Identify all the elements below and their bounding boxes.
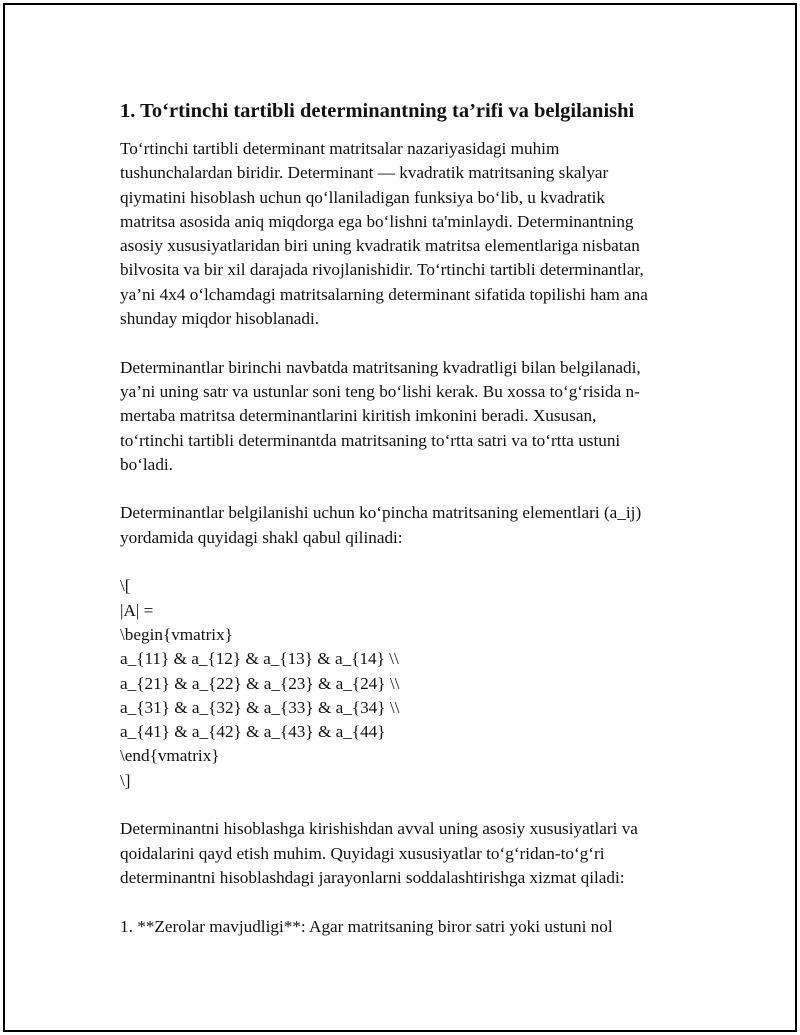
- text-line: shunday miqdor hisoblanadi.: [120, 309, 320, 329]
- text-line: yordamida quyidagi shakl qabul qilinadi:: [120, 527, 403, 547]
- text-line: ya’ni 4x4 o‘lchamdagi matritsalarning determinant sifatida topilishi ham ana: [120, 284, 648, 304]
- text-line: ya’ni uning satr va ustunlar soni teng bo‘lishi kerak. Bu xossa to‘g‘risida n-: [120, 381, 640, 401]
- formula-line: \]: [120, 770, 131, 790]
- formula-line: a_{21} & a_{22} & a_{23} & a_{24} \\: [120, 673, 400, 693]
- text-line: matritsa asosida aniq miqdorga ega bo‘lishni ta'minlaydi. Determinantning: [120, 211, 634, 231]
- formula-line: \[: [120, 576, 131, 596]
- section-heading: 1. To‘rtinchi tartibli determinantning ta’rifi va belgilanishi: [120, 100, 635, 122]
- text-line: Determinantlar birinchi navbatda matritsaning kvadratligi bilan belgilanadi,: [120, 357, 641, 377]
- paragraph-intro: [120, 137, 695, 331]
- text-line: bo‘ladi.: [120, 454, 173, 474]
- latex-formula-block: [120, 574, 695, 793]
- text-line: qiymatini hisoblash uchun qo‘llaniladigan funksiya bo‘lib, u kvadratik: [120, 187, 605, 207]
- text-line: Determinantni hisoblashga kirishishdan avval uning asosiy xususiyatlari va: [120, 819, 638, 839]
- text-line: To‘rtinchi tartibli determinant matritsalar nazariyasidagi muhim: [120, 139, 560, 158]
- formula-line: a_{31} & a_{32} & a_{33} & a_{34} \\: [120, 697, 400, 717]
- formula-line: a_{41} & a_{42} & a_{43} & a_{44}: [120, 722, 386, 742]
- formula-line: |A| =: [120, 600, 154, 620]
- text-line: mertaba matritsa determinantlarini kiritish imkonini beradi. Xususan,: [120, 406, 597, 426]
- text-line: Determinantlar belgilanishi uchun ko‘pincha matritsaning elementlari (a_ij): [120, 503, 642, 523]
- formula-line: \begin{vmatrix}: [120, 624, 233, 644]
- paragraph-notation: [120, 501, 695, 550]
- formula-line: \end{vmatrix}: [120, 746, 220, 766]
- document-body: [120, 93, 695, 963]
- text-line: to‘rtinchi tartibli determinantda matritsaning to‘rtta satri va to‘rtta ustuni: [120, 430, 621, 450]
- text-line: 1. **Zerolar mavjudligi**: Agar matritsaning biror satri yoki ustuni nol: [120, 916, 613, 936]
- text-line: determinantni hisoblashdagi jarayonlarni soddalashtirishga xizmat qiladi:: [120, 867, 625, 887]
- text-line: qoidalarini qayd etish muhim. Quyidagi xususiyatlar to‘g‘ridan-to‘g‘ri: [120, 843, 605, 863]
- list-item-zeros: [120, 915, 695, 939]
- text-line: bilvosita va bir xil darajada rivojlanishidir. To‘rtinchi tartibli determinantlar,: [120, 260, 644, 280]
- page-frame: [3, 3, 797, 1032]
- paragraph-square-matrix: [120, 356, 695, 477]
- text-line: tushunchalardan biridir. Determinant — kvadratik matritsaning skalyar: [120, 163, 609, 183]
- text-line: asosiy xususiyatlaridan biri uning kvadratik matritsa elementlariga nisbatan: [120, 236, 640, 256]
- formula-line: a_{11} & a_{12} & a_{13} & a_{14} \\: [120, 649, 399, 669]
- paragraph-properties-intro: [120, 817, 695, 890]
